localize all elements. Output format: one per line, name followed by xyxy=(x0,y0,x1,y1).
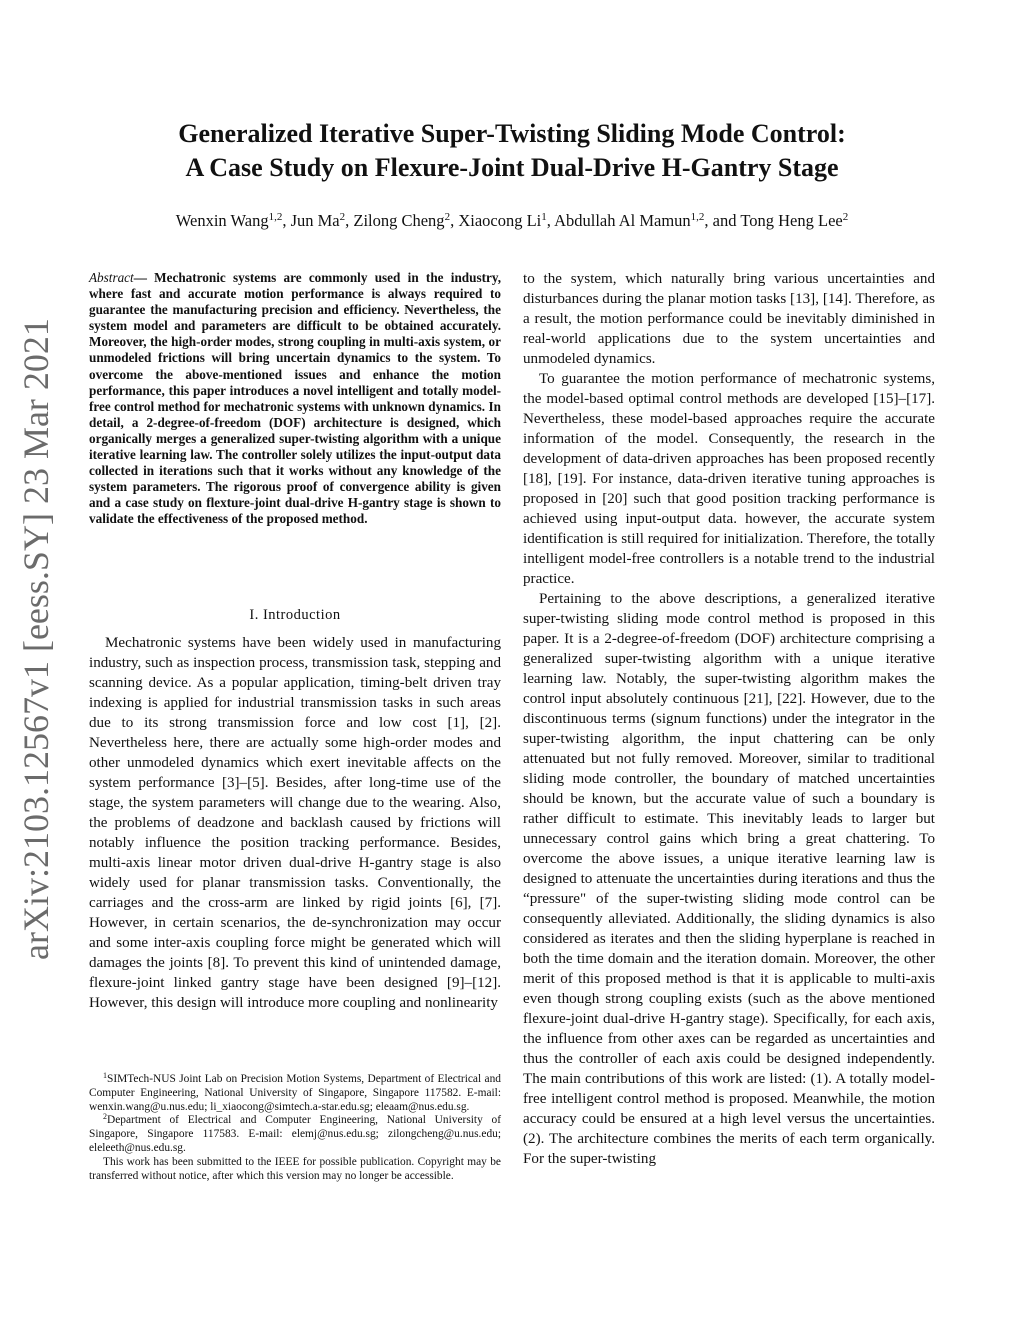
paragraph: Pertaining to the above descriptions, a generalized iterative super-twisting sliding mode control method is proposed in this paper. It is a 2-degree-of-freedom (DOF) architecture comprising a generalized super-twisting algorithm with a unique iterative learning law. Notably, the super-twisting algorithm makes the control input absolutely continuous [21], [22]. However, due to the discontinuous terms (signum functions) under the integrator in the super-twisting algorithm, the input chattering can be only attenuated but not fully removed. Moreover, similar to traditional sliding mode controller, the boundary of matched uncertainties should be known, but the accurate value of such a boundary is rather difficult to estimate. This inevitably leads to larger but unnecessary control gains which bring a great chattering. To overcome the above issues, a unique iterative learning law is designed to attenuate the uncertainties during iterations and thus the “pressure" of the super-twisting sliding mode control can be consequently alleviated. Additionally, the sliding dynamics is also considered as iterates and then the sliding hyperplane is reached in both the time domain and the iteration domain. Moreover, the other merit of this proposed method is that it is applicable to multi-axis even though strong coupling exists (such as the above mentioned flexure-joint dual-drive H-gantry stage). Specifically, for each axis, the influence from other axes can be regarded as uncertainties and thus the controller of each axis could be designed independently. The main contributions of this work are listed: (1). A totally model-free intelligent control method is proposed. Meanwhile, the motion accuracy could be ensured at a high level versus the uncertainties. (2). The architecture combines the merits of each term organically. For the super-twisting xyxy=(523,591,935,1167)
footnote-affiliation-1: $^1$SIMTech-NUS Joint Lab on Precision Motion Systems, Department of Electrical and Computer Engineering, National University of Singapore, Singapore 117582. E-mail: wenxin.wang@u.nus.edu; li_xiaocong@simtech.a-star.edu.sg; eleaam@nus.edu.sg. xyxy=(89,1071,501,1113)
abstract-text: Mechatronic systems are commonly used in the industry, where fast and accurate motion performance is always required to guarantee the manufacturing precision and efficiency. Nevertheless, the system model and parameters are difficult to be obtained accurately. Moreover, the high-order modes, strong coupling in multi-axis system, or unmodeled frictions will bring uncertain dynamics to the system. To overcome the above-mentioned issues and enhance the motion performance, this paper introduces a novel intelligent and totally model-free control method for mechatronic systems with unknown dynamics. In detail, a 2-degree-of-freedom (DOF) architecture is designed, which organically merges a generalized super-twisting algorithm with a unique iterative learning law. The controller solely utilizes the input-output data collected in iterations such that it works without any knowledge of the system parameters. The rigorous proof of convergence ability is given and a case study on flexture-joint dual-drive H-gantry stage is shown to validate the effectiveness of the proposed method. xyxy=(89,270,501,527)
section-heading-introduction: I. Introduction xyxy=(249,607,341,623)
abstract-label: Abstract xyxy=(89,270,134,285)
introduction-body xyxy=(89,633,501,1013)
author: Wenxin Wang$^{1,2}$, xyxy=(175,211,291,230)
footnotes xyxy=(89,1073,501,1183)
paper-title-line-1: Generalized Iterative Super-Twisting Sliding Mode Control: xyxy=(178,119,846,148)
author: Zilong Cheng$^2$, xyxy=(353,211,459,230)
right-column-body xyxy=(523,269,935,1169)
author: Xiaocong Li$^1$, xyxy=(458,211,555,230)
paragraph: Mechatronic systems have been widely used in manufacturing industry, such as inspection process, transmission task, stepping and scanning device. As a popular application, timing-belt driven tray indexing is applied for industrial transmission tasks in such areas due to its strong transmission force and low cost [1], [2]. Nevertheless here, there are actually some high-order modes and other unmodeled dynamics which exert inevitable affects on the system performance [3]–[5]. Besides, after long-time use of the stage, the system parameters will change due to the wearing. Also, the problems of deadzone and backlash caused by frictions will notably influence the position tracking performance. Besides, multi-axis linear motor driven dual-drive H-gantry stage is also widely used for planar transmission tasks. Conventionally, the carriages and the cross-arm are linked by rigid joints [6], [7]. However, in certain scenarios, the de-synchronization may occur and some inter-axis coupling force might be generated which will damages the joints [8]. To prevent this kind of unintended damage, flexure-joint linked gantry stage have been designed [9]–[12]. However, this design will introduce more coupling and nonlinearity xyxy=(89,635,501,1011)
paragraph: to the system, which naturally bring various uncertainties and disturbances during the planar motion tasks [13], [14]. Therefore, as a result, the motion performance could be inevitably diminished in real-world applications due to the system uncertainties and unmodeled dynamics. xyxy=(523,271,935,367)
author: Tong Heng Lee$^2$ xyxy=(740,211,849,230)
author: Abdullah Al Mamun$^{1,2}$, and xyxy=(554,211,741,230)
abstract-dash: — xyxy=(133,270,155,285)
paragraph: To guarantee the motion performance of mechatronic systems, the model-based optimal control methods are developed [15]–[17]. Nevertheless, these model-based approaches require the accurate information of the model. Consequently, the research in the development of data-driven approaches has been proposed recently [18], [19]. For instance, data-driven iterative tuning approaches is proposed in [20] such that good position tracking performance is achieved using input-output data. however, the accurate system identification is still required for initialization. Therefore, the totally intelligent model-free controllers is a notable trend to the industrial practice. xyxy=(523,371,935,587)
author-list xyxy=(60,208,964,234)
footnote-copyright-notice: This work has been submitted to the IEEE for possible publication. Copyright may be transferred without notice, after which this version may no longer be accessible. xyxy=(89,1155,501,1182)
author: Jun Ma$^2$, xyxy=(290,211,354,230)
abstract xyxy=(89,270,501,528)
paper-title-line-2: A Case Study on Flexure-Joint Dual-Drive H-Gantry Stage xyxy=(185,153,839,182)
arxiv-identifier-stamp: arXiv:2103.12567v1 [eess.SY] 23 Mar 2021 xyxy=(16,318,56,960)
footnote-affiliation-2: $^2$Department of Electrical and Computer Engineering, National University of Singapore, Singapore 117583. E-mail: elemj@nus.edu.sg; zilongcheng@u.nus.edu; eleleeth@nus.edu.sg. xyxy=(89,1112,501,1154)
